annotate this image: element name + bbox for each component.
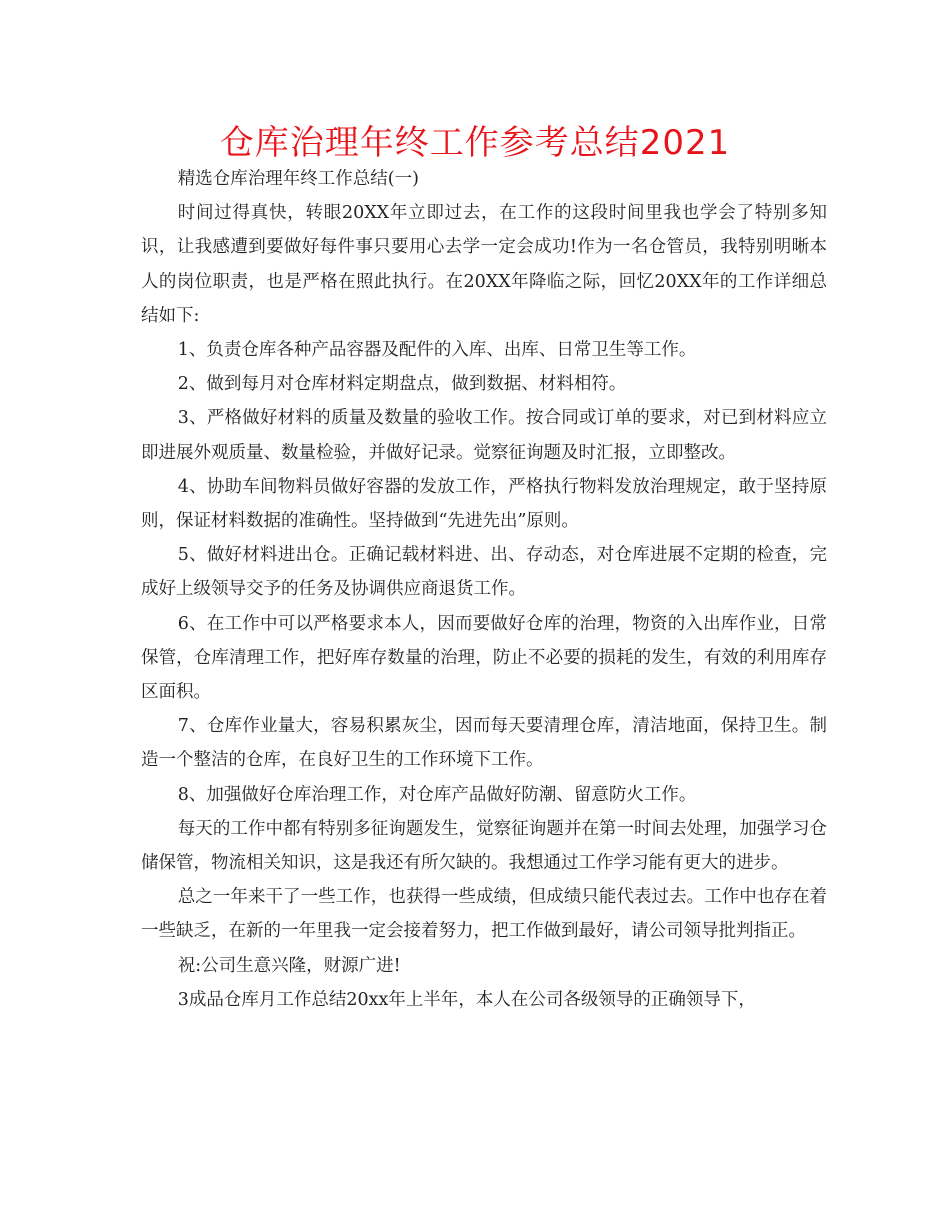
paragraph-item-5: 5、做好材料进出仓。正确记载材料进、出、存动态，对仓库进展不定期的检查，完成好上级领导交予的任务及协调供应商退货工作。 [141,545,827,600]
paragraph-item-8: 8、加强做好仓库治理工作，对仓库产品做好防潮、留意防火工作。 [177,784,697,805]
paragraph-intro: 时间过得真快，转眼20XX年立即过去，在工作的这段时间里我也学会了特别多知识，让我感遭到要做好每件事只要用心去学一定会成功!作为一名仓管员，我特别明晰本人的岗位职责，也是严格在照此执行。在20XX年降临之际，回忆20XX年的工作详细总结如下: [141,203,827,326]
paragraph-subtitle: 精选仓库治理年终工作总结(一) [177,169,419,189]
paragraph-item-7: 7、仓库作业量大，容易积累灰尘，因而每天要清理仓库，清洁地面，保持卫生。制造一个整洁的仓库，在良好卫生的工作环境下工作。 [141,716,827,771]
paragraph-item-6: 6、在工作中可以严格要求本人，因而要做好仓库的治理，物资的入出库作业，日常保管，仓库清理工作，把好库存数量的治理，防止不必要的损耗的发生，有效的利用库存区面积。 [141,613,827,703]
document-title: 仓库治理年终工作参考总结2021 [219,123,731,163]
paragraph-summary: 总之一年来干了一些工作，也获得一些成绩，但成绩只能代表过去。工作中也存在着一些缺乏，在新的一年里我一定会接着努力，把工作做到最好，请公司领导批判指正。 [141,887,827,942]
paragraph-item-4: 4、协助车间物料员做好容器的发放工作，严格执行物料发放治理规定，敢于坚持原则，保证材料数据的准确性。坚持做到“先进先出”原则。 [141,476,827,532]
paragraph-item-3: 3、严格做好材料的质量及数量的验收工作。按合同或订单的要求，对已到材料应立即进展外观质量、数量检验，并做好记录。觉察征询题及时汇报，立即整改。 [141,408,827,463]
paragraph-reflection: 每天的工作中都有特别多征询题发生，觉察征询题并在第一时间去处理，加强学习仓储保管，物流相关知识，这是我还有所欠缺的。我想通过工作学习能有更大的进步。 [141,818,827,874]
document-body [141,162,827,1017]
paragraph-next-section: 3成品仓库月工作总结20xx年上半年，本人在公司各级领导的正确领导下， [177,989,756,1010]
paragraph-item-1: 1、负责仓库各种产品容器及配件的入库、出库、日常卫生等工作。 [177,340,697,361]
paragraph-item-2: 2、做到每月对仓库材料定期盘点，做到数据、材料相符。 [177,374,627,395]
paragraph-closing: 祝:公司生意兴隆，财源广进! [177,955,401,976]
